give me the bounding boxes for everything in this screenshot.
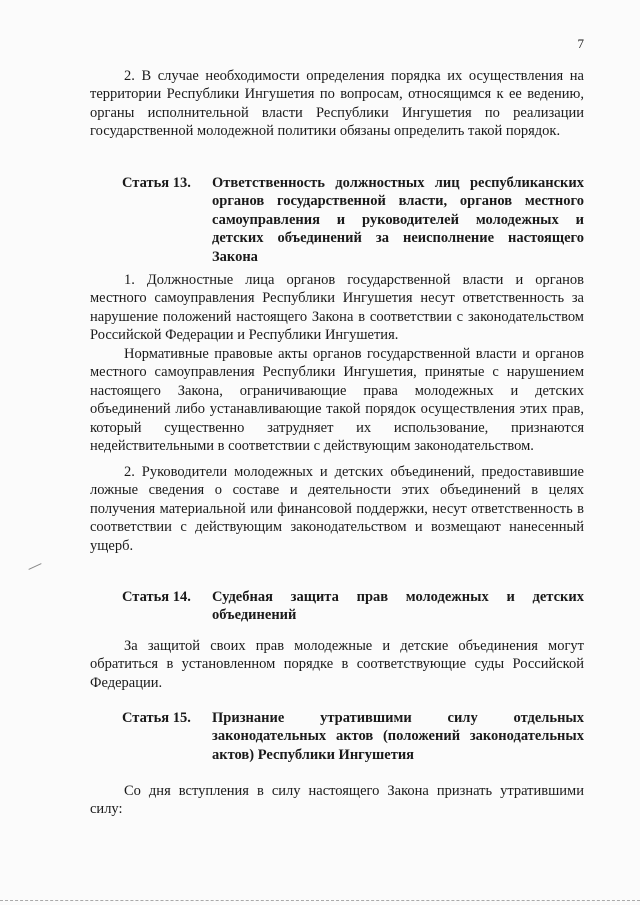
- paragraph-art14: За защитой своих прав молодежные и детские объединения могут обратиться в установленном порядке в соответствующие суды Российской Федерации.: [90, 638, 584, 691]
- page-number: 7: [577, 36, 584, 51]
- scan-edge: [0, 900, 640, 902]
- scan-mark: [28, 563, 41, 570]
- article-15-heading: [122, 709, 584, 764]
- paragraph-art13-part2: 2. Руководители молодежных и детских объединений, предоставившие ложные сведения о составе и деятельности этих объединений в целях получения материальной или финансовой поддержки, несут ответственность в соответствии с действующим законодательством и возмещают нанесенный ущерб.: [90, 464, 584, 554]
- article-13-label: Статья 13.: [122, 175, 191, 191]
- article-14-title: Судебная защита прав молодежных и детских объединений: [212, 589, 584, 624]
- article-14-label: Статья 14.: [122, 589, 191, 605]
- article-13-heading: [122, 174, 584, 266]
- article-13-title: Ответственность должностных лиц республиканских органов государственной власти, органов местного самоуправления и руководителей молодежных и детских объединений за неисполнение настоящего Закона: [212, 175, 584, 265]
- article-15-label: Статья 15.: [122, 710, 191, 726]
- paragraph-art13-normative: Нормативные правовые акты органов государственной власти и органов местного самоуправления Республики Ингушетия, принятые с нарушением настоящего Закона, ограничивающие права молодежных и детских объединений либо устанавливающие такой порядок осуществления этих прав, который существенно затрудняет их использование, признаются недействительными в соответствии с действующим законодательством.: [90, 346, 584, 455]
- article-14-heading: [122, 588, 584, 625]
- article-15-title: Признание утратившими силу отдельных законодательных актов (положений законодательных актов) Республики Ингушетия: [212, 710, 584, 763]
- paragraph-art12-part2: 2. В случае необходимости определения порядка их осуществления на территории Республики Ингушетия по вопросам, относящимся к ее ведению, органы исполнительной власти Республики Ингушетия по реализации государственной молодежной политики обязаны определить такой порядок.: [90, 68, 584, 140]
- paragraph-art13-part1: 1. Должностные лица органов государственной власти и органов местного самоуправления Республики Ингушетия несут ответственность за нарушение положений настоящего Закона в соответствии с законодательством Российской Федерации и Республики Ингушетия.: [90, 272, 584, 344]
- paragraph-art15: Со дня вступления в силу настоящего Закона признать утратившими силу:: [90, 783, 584, 818]
